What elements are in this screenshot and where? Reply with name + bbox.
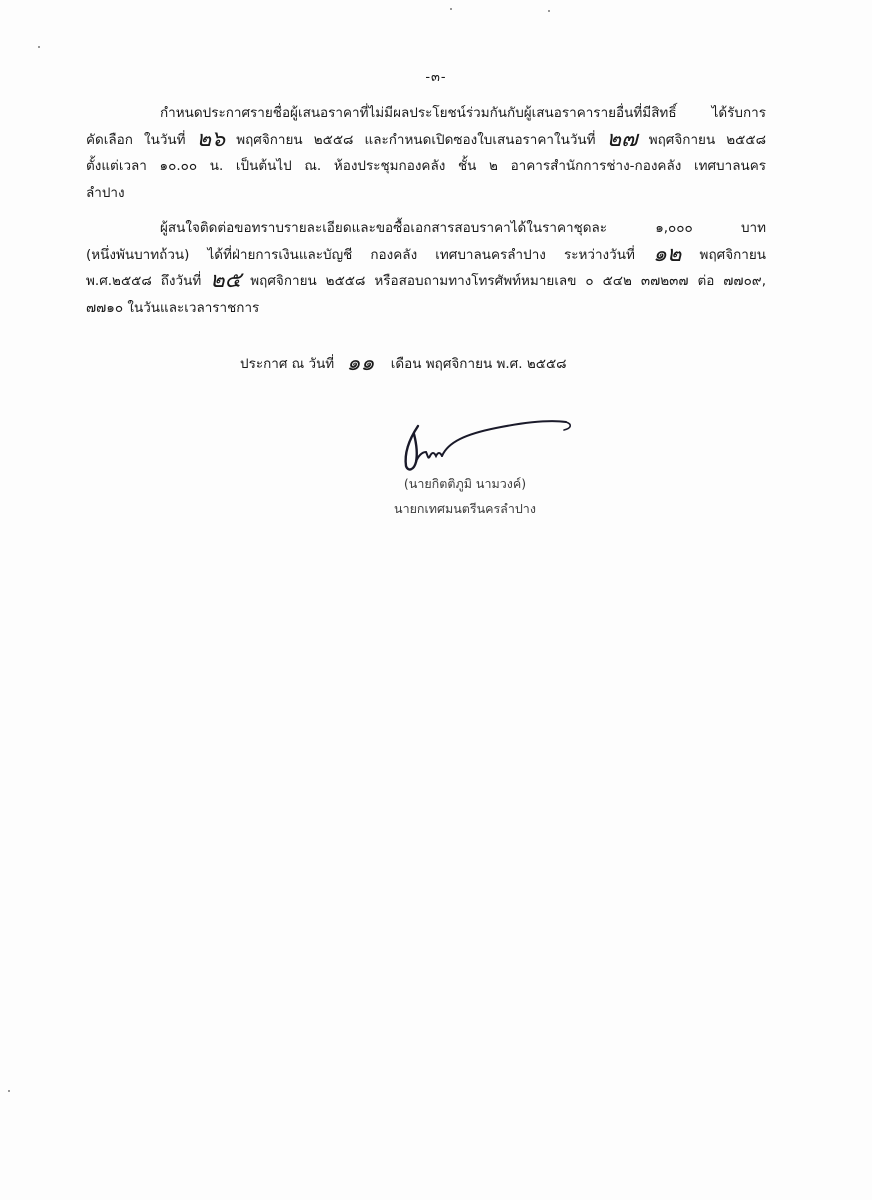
handwritten-date-25: ๒๕: [210, 268, 242, 293]
scan-speck: [548, 10, 550, 12]
announcement-prefix: ประกาศ ณ วันที่: [240, 356, 335, 372]
scan-speck: [8, 1090, 10, 1092]
paragraph1-line2-text-b: พฤศจิกายน ๒๕๕๘ และกำหนดเปิดซองใบเสนอราคาในวันที่: [236, 131, 596, 148]
paragraph2-line3-text-b: พฤศจิกายน ๒๕๕๘ หรือสอบถามทางโทรศัพท์หมายเลข ๐ ๕๔๒ ๓๗๒๓๗ ต่อ ๗๗๐๙,: [250, 273, 766, 289]
paragraph2-line3: [86, 268, 766, 295]
signatory-title: นายกเทศมนตรีนครลำปาง: [394, 501, 536, 516]
paragraph-document-purchase: [86, 215, 766, 321]
paragraph1-line2-text-a: คัดเลือก ในวันที่: [86, 131, 186, 148]
paragraph1-line2: [86, 127, 766, 154]
handwritten-signature: [396, 412, 576, 476]
handwritten-date-27: ๒๗: [606, 126, 638, 152]
paragraph1-line4: ลำปาง: [86, 184, 125, 201]
handwritten-date-26: ๒๖: [196, 126, 226, 152]
paragraph2-line1: ผู้สนใจติดต่อขอทราบรายละเอียดและขอซื้อเอกสารสอบราคาได้ในราคาชุดละ ๑,๐๐๐ บาท: [160, 220, 766, 236]
paragraph1-line2-text-c: พฤศจิกายน ๒๕๕๘: [648, 131, 766, 148]
paragraph2-line2-text-a: (หนึ่งพันบาทถ้วน) ได้ที่ฝ่ายการเงินและบัญชี กองคลัง เทศบาลนครลำปาง ระหว่างวันที่: [86, 246, 635, 263]
announcement-month: เดือน พฤศจิกายน พ.ศ. ๒๕๕๘: [390, 356, 567, 372]
signatory-name: (นายกิตติภูมิ นามวงค์): [403, 476, 527, 491]
paragraph2-line2-text-b: พฤศจิกายน: [699, 246, 766, 263]
paragraph2-line2: [86, 242, 766, 269]
paragraph-bid-schedule: [86, 100, 766, 206]
announcement-date-line: [240, 352, 575, 374]
paragraph2-line3-text-a: พ.ศ.๒๕๕๘ ถึงวันที่: [86, 273, 202, 289]
paragraph1-line3: ตั้งแต่เวลา ๑๐.๐๐ น. เป็นต้นไป ณ. ห้องประชุมกองคลัง ชั้น ๒ อาคารสำนักการช่าง-กองคลัง เทศบาลนคร: [86, 158, 766, 174]
paragraph1-line1: กำหนดประกาศรายชื่อผู้เสนอราคาที่ไม่มีผลประโยชน์ร่วมกันกับผู้เสนอราคารายอื่นที่มีสิทธิ์ ได้รับการ: [160, 105, 766, 121]
page-number: -๓-: [425, 70, 447, 85]
scan-speck: [38, 46, 40, 48]
scan-speck: [450, 8, 452, 10]
paragraph2-line4: ๗๗๑๐ ในวันและเวลาราชการ: [86, 299, 260, 316]
handwritten-date-11: ๑๑: [346, 351, 375, 376]
handwritten-date-12: ๑๒: [652, 241, 682, 267]
